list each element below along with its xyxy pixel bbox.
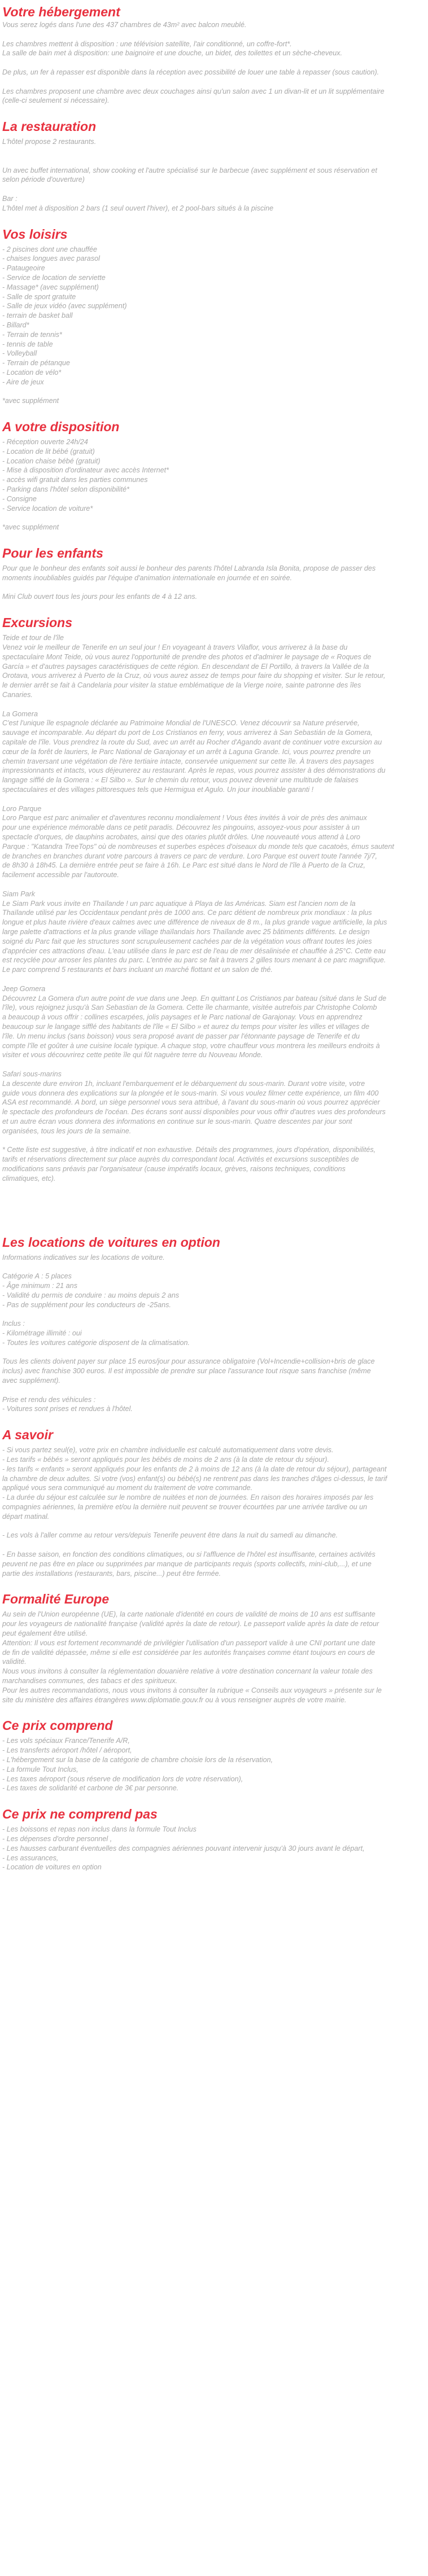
text-line: Vous serez logés dans l'une des 437 chambres de 43m² avec balcon meublé. — [2, 21, 247, 29]
text-line: Pour que le bonheur des enfants soit aussi le bonheur des parents l'hôtel Labranda Isla Bonita, propose de passer des — [2, 564, 376, 573]
text-line: - Billard* — [2, 321, 29, 329]
text-line: climatiques, etc). — [2, 1174, 56, 1182]
text-line: compagnies aériennes, la première et/ou la dernière nuit peuvent se trouver écourtées par une arrivée tardive ou un — [2, 1502, 368, 1511]
blank-line — [2, 513, 426, 523]
section-formalit-europe — [2, 1591, 426, 1705]
text-line: L'hôtel propose 2 restaurants. — [2, 138, 97, 146]
text-line: - les tarifs « enfants » seront appliqués pour les enfants de 2 à moins de 12 ans (à la date de retour du séjour), partageant — [2, 1465, 387, 1473]
blank-line — [2, 1183, 426, 1193]
text-line: peuvent ne pas être en place ou supprimées par manque de participants requis (sports collectifs, mini-club,...), et une — [2, 1559, 372, 1568]
text-line: langage sifflé de la Gomera : « El Silbo ». Sur le chemin du retour, vous pouvez devenir une multitude de falaises — [2, 776, 359, 785]
text-line: Prise et rendu des véhicules : — [2, 1395, 96, 1404]
text-line: Bar : — [2, 194, 18, 203]
text-line: - Service de location de serviette — [2, 273, 106, 282]
section-votre-h-bergement — [2, 3, 426, 106]
section-title: Ce prix comprend — [2, 1718, 113, 1733]
text-line: - Les taxes aéroport (sous réserve de modification lors de votre réservation), — [2, 1775, 243, 1783]
text-line: pour les voyageurs de nationalité française (validité après la date de retour). Le passeport valide après la date de retour — [2, 1620, 379, 1628]
text-line: validité. — [2, 1658, 27, 1666]
section-title: Excursions — [2, 615, 72, 630]
section-title: Pour les enfants — [2, 546, 103, 561]
text-line: de 8h30 à 18h45. La dernière entrée peut se faire à 16h. Le Parc est situé dans le Nord de l'île à Puerto de la Cruz, — [2, 861, 366, 870]
text-line: - chaises longues avec parasol — [2, 255, 100, 263]
text-line: - Les taxes de solidarité et carbone de 3€ par personne. — [2, 1784, 179, 1793]
text-line: l'île. Un menu inclus (sans boisson) vous sera proposé avant de passer par l'étonnante paysage de Tenerife et du — [2, 1032, 360, 1040]
text-line: - Âge minimum : 21 ans — [2, 1282, 77, 1290]
text-line: - Validité du permis de conduire : au moins depuis 2 ans — [2, 1291, 180, 1299]
text-line: chemin traversant une végétation de l'ère tertiaire intacte, conservée uniquement sur cette île. À travers des paysages — [2, 757, 374, 765]
section-title: A votre disposition — [2, 419, 120, 435]
text-line: - Voitures sont prises et rendues à l'hôtel. — [2, 1405, 133, 1413]
text-line: - terrain de basket ball — [2, 312, 73, 320]
text-line: selon période d'ouverture) — [2, 176, 85, 184]
text-line: la chambre de deux adultes. Si votre (vos) enfant(s) ou bébé(s) ne rentrent pas dans les tranches d'âges ci-dessus, le tarif — [2, 1474, 387, 1483]
text-line: beaucoup sur le langage sifflé des habitants de l'île « El Silbo » et aurez du temps pour visiter les villes et villages de — [2, 1022, 369, 1031]
text-line: La Gomera — [2, 709, 38, 718]
text-line: capitale de l'île. Vous prendrez la route du Sud, avec un arrêt au Rocher d'Agando avant de continuer votre excursion au — [2, 738, 382, 747]
text-line: Découvrez La Gomera d'un autre point de vue dans une Jeep. En quittant Los Cristianos par bateau (situé dans le Sud de — [2, 994, 387, 1002]
blank-line — [2, 1060, 426, 1070]
text-line: Inclus : — [2, 1320, 25, 1328]
text-line: - Salle de jeux vidéo (avec supplément) — [2, 302, 127, 310]
blank-line — [2, 1348, 426, 1357]
text-line: - tennis de table — [2, 340, 53, 348]
text-line: Les chambres mettent à disposition : une télévision satellite, l'air conditionné, un coffre-fort*. — [2, 40, 292, 48]
text-line: - Massage* (avec supplément) — [2, 283, 99, 291]
blank-line — [2, 1386, 426, 1395]
text-line: peut également être utilisé. — [2, 1629, 88, 1637]
text-line: Mini Club ouvert tous les jours pour les enfants de 4 à 12 ans. — [2, 593, 198, 601]
text-line: Loro Parque — [2, 804, 42, 813]
text-line: spectacle d'orques, de dauphins acrobates, ainsi que des otaries plutôt drôles. Une nouveauté vous attend à Loro — [2, 833, 360, 841]
text-line: - Les boissons et repas non inclus dans la formule Tout Inclus — [2, 1825, 196, 1834]
section-a-savoir — [2, 1426, 426, 1578]
text-line: spectaculaires et des villages pittoresques tels que Hermigua et Agulo. Un jour inoubliable garanti ! — [2, 786, 314, 794]
blank-line — [2, 1540, 426, 1550]
text-line: de fin de validité dépassée, même si elle est considérée par les autorités françaises comme étant toujours en cours de — [2, 1648, 375, 1657]
text-line: tarifs et réservations directement sur place auprès du correspondant local. Activités et excursions susceptibles de — [2, 1155, 359, 1164]
text-line: et un autre écran vous donnera des informations en continue sur le sous-marin. Quatre descentes par jour sont — [2, 1117, 352, 1125]
text-line: ASA est recommandé. A bord, un siège personnel vous sera attribué, à l'avant du sous-marin où vous pourrez apprécier — [2, 1098, 380, 1107]
text-line: L'hôtel met à disposition 2 bars (1 seul ouvert l'hiver), et 2 pool-bars situés à la piscine — [2, 204, 274, 212]
text-line: - Pataugeoire — [2, 264, 45, 273]
text-line: inclus) avec franchise 300 euros. Il est impossible de prendre sur place l'assurance tout risque sans franchise (même — [2, 1367, 371, 1375]
text-line: C'est l'unique île espagnole déclarée au Patrimoine Mondial de l'UNESCO. Venez découvrir sa Nature préservée, — [2, 719, 360, 728]
blank-line — [2, 387, 426, 397]
text-line: organisées, tous les jours de la semaine. — [2, 1127, 132, 1135]
text-line: - Terrain de pétanque — [2, 359, 70, 367]
section-ce-prix-ne-comprend-pas — [2, 1806, 426, 1872]
text-line: le dernier arrêt se fait à Candelaria pour visiter la statue emblématique de la Vierge noire, sainte patronne des îles — [2, 681, 361, 690]
text-line: Safari sous-marins — [2, 1070, 62, 1078]
text-line: Attention: Il vous est fortement recommandé de privilégier l'utilisation d'un passeport valide à une CNI portant une date — [2, 1639, 375, 1647]
text-line: de branches en branches durant votre parcours à travers ce parc de verdure. Loro Parque est ouvert toute l'année 7j/7, — [2, 852, 377, 860]
text-line: Pour les autres recommandations, nous vous invitons à consulter la rubrique « Conseils aux voyageurs » présente sur le — [2, 1686, 382, 1694]
text-line: - Les tarifs « bébés » seront appliqués pour les bébés de moins de 2 ans (à la date de retour du séjour). — [2, 1456, 329, 1464]
text-line: *avec supplément — [2, 397, 59, 405]
blank-line — [2, 147, 426, 156]
text-line: Les chambres proposent une chambre avec deux couchages ainsi qu'un salon avec 1 un divan-lit et un lit supplémentaire — [2, 87, 385, 95]
text-line: - Location de voitures en option — [2, 1863, 102, 1872]
text-line: a beaucoup à vous offrir : collines escarpées, jolis paysages et le Parc national de Garajonay. Vous en apprendrez — [2, 1013, 363, 1022]
text-line: - Volleyball — [2, 349, 37, 358]
blank-line — [2, 1262, 426, 1272]
text-line: - L'hébergement sur la base de la catégorie de chambre choisie lors de la réservation, — [2, 1755, 273, 1764]
text-line: est recyclée pour arroser les plantes du parc. L'entrée au parc se fait à travers 2 gilles tours menant à ce parc magnifique. — [2, 956, 386, 965]
section-pour-les-enfants — [2, 545, 426, 602]
text-line: pour une expérience mémorable dans ce petit paradis. Découvrez les pingouins, assoyez-vous pour assister à un — [2, 823, 360, 832]
text-line: De plus, un fer à repasser est disponible dans la réception avec possibilité de louer une table à repasser (sous caution). — [2, 68, 379, 76]
section-les-locations-de-voitures-en-option — [2, 1234, 426, 1414]
text-line: visiter et vous découvrirez cette petite île qui fût naguère terre du Nouveau Monde. — [2, 1051, 263, 1059]
section-la-restauration — [2, 118, 426, 213]
text-line: guide vous donnera des explications sur la plongée et le sous-marin. Si vous voulez filmer cette expérience, un film 400 — [2, 1089, 379, 1097]
text-line: Parque : "Katandra TreeTops" où de nombreuses et superbes espèces d'oiseaux du monde tels que cacatoès, émus sautent — [2, 842, 394, 851]
text-line: (celle-ci seulement si nécessaire). — [2, 97, 110, 105]
text-line: - Consigne — [2, 494, 37, 503]
blank-line — [2, 1522, 426, 1531]
text-line: - Les vols spéciaux France/Tenerife A/R, — [2, 1737, 130, 1745]
text-line: La salle de bain met à disposition: une baignoire et une douche, un bidet, des toilettes et un sèche-cheveux. — [2, 49, 343, 58]
text-line: - Aire de jeux — [2, 378, 44, 386]
text-line: - 2 piscines dont une chauffée — [2, 245, 98, 253]
text-line: spectaculaire Mont Teide, où vous aurez l'opportunité de prendre des photos et d'admirer le paysage de « Roques de — [2, 652, 372, 661]
text-line: Venez voir le meilleur de Tenerife en un seul jour ! En voyageant à travers Vilaflor, vous arriverez à la base du — [2, 643, 348, 652]
text-line: - Terrain de tennis* — [2, 330, 62, 339]
section-vos-loisirs — [2, 226, 426, 406]
text-line: avec supplément). — [2, 1377, 60, 1385]
text-line: moments inoubliables guidés par l'équipe d'animation internationale en journée et en soirée. — [2, 573, 292, 582]
text-line: - Les assurances, — [2, 1854, 59, 1862]
blank-line — [2, 975, 426, 984]
blank-line — [2, 583, 426, 593]
text-line: - Salle de sport gratuite — [2, 292, 76, 301]
blank-line — [2, 1212, 426, 1221]
blank-line — [2, 77, 426, 87]
text-line: Catégorie A : 5 places — [2, 1272, 72, 1281]
blank-line — [2, 1202, 426, 1212]
text-line: Orotava, vous arriverez à Puerto de la Cruz, où vous aurez assez de temps pour faire du shopping et visiter. Sur le retour, — [2, 672, 386, 680]
text-line: - Location de lit bébé (gratuit) — [2, 447, 95, 455]
text-line: Le Siam Park vous invite en Thaïlande ! un parc aquatique à Playa de las Américas. Siam est l'ancien nom de la — [2, 899, 356, 908]
text-line: Teide et tour de l'île — [2, 634, 64, 642]
text-line: sauvage et incomparable. Au départ du port de Los Cristianos en ferry, vous arriverez à San Sebastián de la Gomera, — [2, 729, 373, 737]
text-line: - Location de vélo* — [2, 368, 62, 376]
text-line: soigné du Parc fait que les structures sont scrupuleusement cachées par de la végétation vous offrant toutes les joies — [2, 937, 372, 945]
text-line: Nous vous invitons à consulter la réglementation douanière relative à votre destination concernant la valeur totale des — [2, 1667, 373, 1676]
text-line: site du ministère des affaires étrangères www.diplomatie.gouv.fr ou à vous renseigner auprès de votre mairie. — [2, 1696, 347, 1704]
text-line: facilement accessible par l'autoroute. — [2, 871, 119, 879]
section-title: Vos loisirs — [2, 226, 68, 242]
text-line: * Cette liste est suggestive, à titre indicatif et non exhaustive. Détails des programmes, jours d'opération, disponibilités, — [2, 1146, 376, 1154]
text-line: Le parc comprend 5 restaurants et bars incluant un marché flottant et un salon de thé. — [2, 966, 273, 974]
text-line: impressionnants et intacts, vous déjeunerez au restaurant. Après le repas, vous pourrez assister à des démonstrations du — [2, 766, 386, 775]
text-line: - La durée du séjour est calculée sur le nombre de nuitées et non de journées. En raison des horaires imposés par les — [2, 1493, 374, 1502]
text-line: compte l'île et goûter à une cuisine locale typique. A chaque stop, votre chauffeur vous montrera les meilleurs endroits à — [2, 1041, 380, 1050]
text-line: - La formule Tout Inclus, — [2, 1765, 78, 1773]
text-line: - Toutes les voitures catégorie disposent de la climatisation. — [2, 1338, 190, 1347]
text-line: - Mise à disposition d'ordinateur avec accès Internet* — [2, 466, 169, 475]
text-line: marchandises communes, des tabacs et des spiritueux. — [2, 1676, 178, 1685]
text-line: modifications sans préavis par l'organisateur (cause impératifs locaux, grèves, raisons techniques, conditions — [2, 1164, 346, 1173]
text-line: Siam Park — [2, 890, 36, 898]
text-line: - Les transferts aéroport /hôtel / aéroport, — [2, 1746, 132, 1755]
section-a-votre-disposition — [2, 418, 426, 532]
section-title: La restauration — [2, 119, 97, 134]
text-line: - Les dépenses d'ordre personnel , — [2, 1834, 112, 1843]
blank-line — [2, 1193, 426, 1202]
text-line: Un avec buffet international, show cooking et l'autre spécialisé sur le barbecue (avec supplément et sous réservation et — [2, 166, 377, 174]
text-line: - Parking dans l'hôtel selon disponibilité* — [2, 485, 130, 494]
text-line: - Location chaise bébé (gratuit) — [2, 457, 101, 465]
blank-line — [2, 156, 426, 166]
text-line: Jeep Gomera — [2, 984, 46, 993]
section-excursions — [2, 614, 426, 1221]
text-line: - Si vous partez seul(e), votre prix en chambre individuelle est calculé automatiquement dans votre devis. — [2, 1446, 334, 1455]
text-line: - Kilométrage illimité : oui — [2, 1329, 82, 1338]
section-title: Formalité Europe — [2, 1592, 110, 1607]
text-line: départ matinal. — [2, 1512, 50, 1521]
text-line: La descente dure environ 1h, incluant l'embarquement et le débarquement du sous-marin. Durant votre visite, votre — [2, 1079, 365, 1088]
blank-line — [2, 1309, 426, 1319]
text-line: cœur de la forêt de lauriers, le Parc National de Garajonay et un arrêt à Laguna Grande. Ici, vous pourrez prendre un — [2, 747, 371, 756]
section-title: Ce prix ne comprend pas — [2, 1807, 158, 1822]
text-line: García » et d'autres paysages caractéristiques de cette région. En descendant de El Portillo, à travers la Vallée de la — [2, 662, 369, 671]
text-line: Au sein de l'Union européenne (UE), la carte nationale d'identité en cours de validité de moins de 10 ans est suffisante — [2, 1610, 375, 1619]
blank-line — [2, 58, 426, 68]
blank-line — [2, 30, 426, 40]
text-line: longue et plus haute rivière d'eaux calmes avec une différence de niveaux de 8 m., la plus grande vague artificielle, la plus — [2, 918, 387, 927]
section-title: A savoir — [2, 1427, 53, 1443]
blank-line — [2, 185, 426, 194]
text-line: Thaïlande utilisé par les Occidentaux pendant près de 1000 ans. Ce parc détient de nombreux prix mondiaux : la plus — [2, 909, 372, 917]
text-line: - Pas de supplément pour les conducteurs de -25ans. — [2, 1300, 171, 1309]
text-line: Tous les clients doivent payer sur place 15 euros/jour pour assurance obligatoire (Vol+Incendie+collision+bris de glace — [2, 1357, 375, 1366]
section-title: Les locations de voitures en option — [2, 1234, 220, 1250]
blank-line — [2, 880, 426, 890]
text-line: Canaries. — [2, 691, 33, 699]
text-line: l'île), vous rejoignez jusqu'à San Sebastian de la Gomera. Cette île charmante, visitée autrefois par Christophe Colomb — [2, 1004, 377, 1012]
text-line: le spectacle des profondeurs de l'océan. Des écrans sont aussi disponibles pour vous offrir d'autres vues des profondeurs — [2, 1108, 386, 1116]
text-line: - accès wifi gratuit dans les parties communes — [2, 476, 148, 484]
text-line: - Réception ouverte 24h/24 — [2, 438, 88, 446]
text-line: - Service location de voiture* — [2, 504, 93, 512]
text-line: large palette d'attractions et la plus grande village thaïlandais hors Thaïlande avec 25 bâtiments différents. Le design — [2, 927, 370, 936]
blank-line — [2, 1136, 426, 1145]
text-line: appliqué vous sera communiqué au moment du traitement de votre commande. — [2, 1484, 253, 1492]
text-line: Informations indicatives sur les locations de voiture. — [2, 1253, 165, 1261]
text-line: Loro Parque est parc animalier et d'aventures reconnu mondialement ! Vous êtes invités à voir de près des animaux — [2, 814, 367, 822]
text-line: - En basse saison, en fonction des conditions climatiques, ou si l'affluence de l'hôtel est insuffisante, certaines activités — [2, 1550, 375, 1558]
text-line: - Les vols à l'aller comme au retour vers/depuis Tenerife peuvent être dans la nuit du samedi au dimanche. — [2, 1531, 338, 1540]
blank-line — [2, 700, 426, 709]
text-line: d'apprécier ces attractions d'eau. L'eau utilisée dans le parc est de l'eau de mer désalinisée et chauffée à 25°C. Cette eau — [2, 947, 386, 955]
text-line: *avec supplément — [2, 523, 59, 532]
text-line: - Les hausses carburant éventuelles des compagnies aériennes pouvant intervenir jusqu'à 30 jours avant le départ, — [2, 1844, 365, 1852]
section-title: Votre hébergement — [2, 5, 120, 19]
text-line: partie des installations (restaurants, bars, piscine...) peut être fermée. — [2, 1569, 221, 1578]
section-ce-prix-comprend — [2, 1717, 426, 1793]
blank-line — [2, 795, 426, 804]
